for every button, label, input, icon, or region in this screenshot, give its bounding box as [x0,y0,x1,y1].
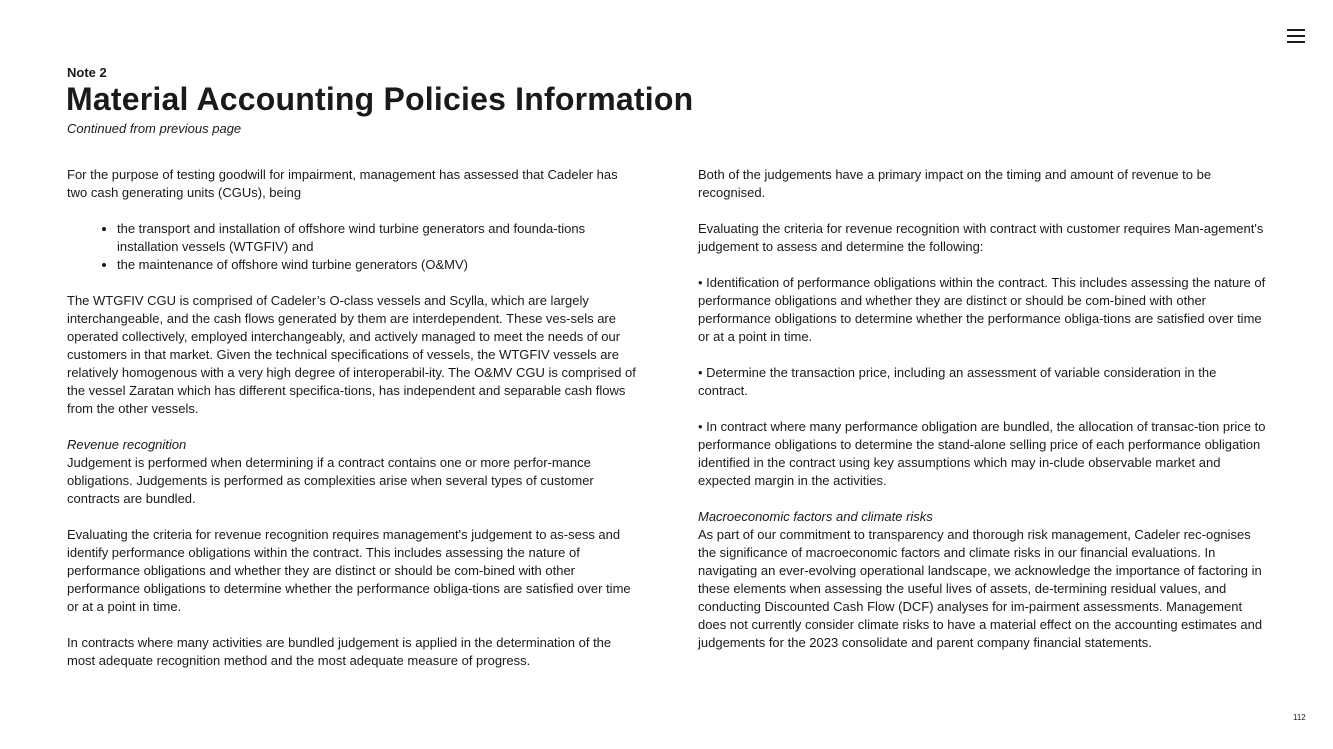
page-subtitle: Continued from previous page [67,121,242,136]
left-column [67,166,637,670]
cgu-intro-paragraph: For the purpose of testing goodwill for impairment, management has assessed that Cadeler has two cash generating units (CGUs), being [67,167,618,200]
allocation-point: • In contract where many performance obligation are bundled, the allocation of transac-tion price to performance obligations to determine the stand-alone selling price of each performance obligation identified in the contract using key assumptions which may in-clude observable market and expected margin in the activities. [698,419,1266,488]
judgements-impact-paragraph: Both of the judgements have a primary impact on the timing and amount of revenue to be recognised. [698,167,1212,200]
bundled-contracts-paragraph: In contracts where many activities are bundled judgement is applied in the determination of the most adequate recognition method and the most adequate measure of progress. [67,635,612,668]
evaluating-criteria-paragraph: Evaluating the criteria for revenue recognition requires management's judgement to as-sess and identify performance obligations within the contract. This includes assessing the nature of performance obligations and whether they are distinct or should be com-bined with other performance obligations to determine whether the performance obliga-tions are satisfied over time or at a point in time. [67,527,631,614]
note-label: Note 2 [67,65,107,80]
hamburger-menu-icon[interactable] [1285,27,1307,45]
page-title: Material Accounting Policies Information [66,81,694,117]
performance-obligations-point: • Identification of performance obligations within the contract. This includes assessing the nature of performance obligations and whether they are distinct or should be com-bined with other performance obligations to determine whether the performance obliga-tions are satisfied over time or at a point in time. [698,275,1266,344]
list-item: • the maintenance of offshore wind turbine generators (O&MV) [117,256,637,274]
transaction-price-point: • Determine the transaction price, including an assessment of variable consideration in the contract. [698,365,1217,398]
cgu-description-paragraph: The WTGFIV CGU is comprised of Cadeler’s O-class vessels and Scylla, which are largely interchangeable, and the cash flows generated by them are interdependent. These ves-sels are operated collectively, employed interchangeably, and actively managed to meet the needs of our customers in that market. Given the technical specifications of vessels, the WTGFIV vessels are relatively homogenous with a very high degree of interoperabil-ity. The O&MV CGU is comprised of the vessel Zaratan which has different specifica-tions, has independent and separable cash flows from the other vessels. [67,293,636,416]
right-column [698,166,1268,652]
page-number: 112 [1293,713,1306,722]
list-item: • the transport and installation of offshore wind turbine generators and founda-tions installation vessels (WTGFIV) and [117,220,637,256]
revenue-recognition-heading: Revenue recognition [67,437,187,452]
evaluating-contract-paragraph: Evaluating the criteria for revenue recognition with contract with customer requires Man-agement's judgement to assess and determine the following: [698,221,1264,254]
macroeconomic-heading: Macroeconomic factors and climate risks [698,509,933,524]
cgu-list [67,220,637,274]
macroeconomic-paragraph: As part of our commitment to transparency and thorough risk management, Cadeler rec-ognises the significance of macroeconomic factors and climate risks in our financial evaluations. In navigating an ever-evolving operational landscape, we acknowledge the importance of factoring in these elements when assessing the useful lives of assets, de-termining residual values, and conducting Discounted Cash Flow (DCF) analyses for im-pairment assessments. Management does not currently consider climate risks to have a material effect on the accounting estimates and judgements for the 2023 consolidate and parent company financial statements. [698,527,1263,650]
revenue-recognition-paragraph: Judgement is performed when determining if a contract contains one or more perfor-mance obligations. Judgements is performed as complexities arise when several types of customer contracts are bundled. [67,455,594,506]
